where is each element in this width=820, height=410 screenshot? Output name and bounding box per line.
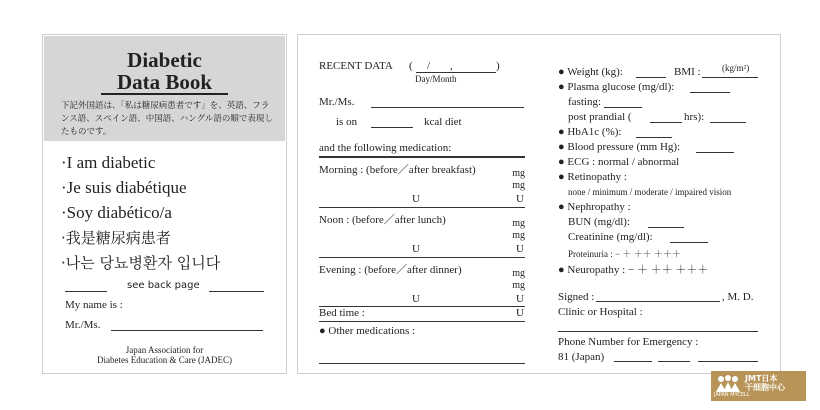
noon-label: Noon : (before／after lunch) (319, 214, 446, 226)
other-medications-label: ● Other medications : (319, 325, 416, 337)
language-korean: ·나는 당뇨병환자 입니다 (61, 254, 221, 272)
evening-mg-1: mg (512, 268, 525, 279)
morning-u-2: U (516, 193, 524, 205)
watermark-line1: JMT日本 (745, 374, 778, 383)
kcal-diet-label: kcal diet (424, 116, 462, 128)
cover-mr-ms-label: Mr./Ms. (65, 319, 101, 331)
see-back-line-left (65, 291, 107, 292)
clinic-label: Clinic or Hospital : (558, 306, 643, 318)
fasting-label: fasting: (568, 96, 601, 108)
title-underline (101, 93, 228, 95)
signed-label: Signed : (558, 291, 595, 303)
association-line1: Japan Association for (125, 345, 204, 355)
hba1c-line[interactable] (636, 137, 672, 138)
bmi-line[interactable] (702, 77, 758, 78)
plasma-glucose-label: ● Plasma glucose (mg/dl): (558, 81, 675, 93)
creatinine-line[interactable] (670, 242, 708, 243)
other-medications-line[interactable] (319, 363, 525, 364)
language-spanish: ·Soy diabético/a (61, 203, 172, 222)
bed-u: U (516, 307, 524, 319)
patient-mr-ms-label: Mr./Ms. (319, 96, 355, 108)
plasma-line[interactable] (690, 92, 730, 93)
clinic-line[interactable] (558, 331, 758, 332)
japanese-note: 下記外国語は、「私は糖尿病患者です」を、英語、フランス語、スペイン語、中国語、ハングル語の順で表現したものです。 (61, 101, 273, 137)
md-label: , M. D. (722, 291, 754, 303)
my-name-label: My name is : (65, 299, 123, 311)
noon-mg-2: mg (512, 230, 525, 241)
blood-pressure-label: ● Blood pressure (mm Hg): (558, 141, 681, 153)
language-chinese: ·我是糖尿病患者 (61, 229, 171, 247)
phone-label: Phone Number for Emergency : (558, 336, 699, 348)
association-line2: Diabetes Education & Care (JADEC) (97, 355, 232, 365)
hrs-label: hrs): (684, 111, 705, 123)
nephropathy-label: ● Nephropathy : (558, 201, 631, 213)
cover-name-line[interactable] (111, 330, 263, 331)
cover-card (42, 34, 287, 374)
post-prandial-label: post prandial ( (568, 111, 632, 123)
watermark-line3: JAPAN MYCELL (714, 392, 750, 398)
blood-pressure-line[interactable] (696, 152, 734, 153)
evening-label: Evening : (before／after dinner) (319, 264, 462, 276)
weight-label: ● Weight (kg): (558, 66, 623, 78)
evening-u-2: U (516, 293, 524, 305)
see-back-line-right (209, 291, 264, 292)
phone-prefix: 81 (Japan) (558, 351, 605, 363)
bmi-label: BMI : (674, 66, 701, 78)
language-french: ·Je suis diabétique (61, 178, 187, 197)
weight-line[interactable] (636, 77, 666, 78)
language-english: ·I am diabetic (61, 153, 156, 172)
bun-label: BUN (mg/dl): (568, 216, 631, 228)
retinopathy-label: ● Retinopathy : (558, 171, 627, 183)
post-prandial-hours-line[interactable] (650, 122, 682, 123)
morning-mg-2: mg (512, 180, 525, 191)
retinopathy-options: none / minimum / moderate / impaired vision (568, 187, 732, 197)
morning-label: Morning : (before／after breakfast) (319, 164, 476, 176)
date-line[interactable] (416, 72, 496, 73)
bed-time-label: Bed time : (319, 307, 365, 319)
recent-data-label: RECENT DATA (319, 60, 393, 72)
morning-mg-1: mg (512, 168, 525, 179)
signed-line[interactable] (596, 301, 720, 302)
ecg-label: ● ECG : normal / abnormal (558, 156, 680, 168)
phone-line-3[interactable] (698, 361, 758, 362)
noon-u-1: U (412, 243, 420, 255)
morning-u-1: U (412, 193, 420, 205)
cover-title-line1: Diabetic (127, 48, 202, 72)
bmi-unit: (kg/m²) (722, 63, 750, 73)
morning-divider (319, 207, 525, 208)
bun-line[interactable] (648, 227, 684, 228)
kcal-value-line[interactable] (371, 127, 413, 128)
proteinuria-scale: Proteinuria : − ＋ ＋＋ ＋＋＋ (568, 249, 681, 259)
medication-heading: and the following medication: (319, 142, 452, 154)
noon-u-2: U (516, 243, 524, 255)
medication-rule (319, 156, 525, 158)
neuropathy-scale: ● Neuropathy : − ＋ ＋＋ ＋＋＋ (558, 264, 709, 276)
inside-card (297, 34, 781, 374)
date-close: ) (496, 60, 500, 72)
see-back-text: see back page (127, 280, 200, 291)
noon-divider (319, 257, 525, 258)
patient-name-line[interactable] (371, 107, 524, 108)
watermark-line2: 干细胞中心 (745, 383, 785, 392)
creatinine-label: Creatinine (mg/dl): (568, 231, 653, 243)
evening-u-1: U (412, 293, 420, 305)
date-comma: , (450, 60, 453, 72)
phone-line-1[interactable] (614, 361, 652, 362)
phone-line-2[interactable] (658, 361, 690, 362)
evening-mg-2: mg (512, 280, 525, 291)
post-prandial-value-line[interactable] (710, 122, 746, 123)
date-open: ( (409, 60, 413, 72)
noon-mg-1: mg (512, 218, 525, 229)
cover-title-line2: Data Book (116, 70, 213, 94)
bed-divider (319, 321, 525, 322)
date-slash: / (427, 60, 431, 72)
day-month-label: Day/Month (415, 74, 457, 84)
jmt-watermark-logo (711, 371, 806, 401)
hba1c-label: ● HbA1c (%): (558, 126, 622, 138)
is-on-label: is on (336, 116, 358, 128)
fasting-line[interactable] (604, 107, 642, 108)
